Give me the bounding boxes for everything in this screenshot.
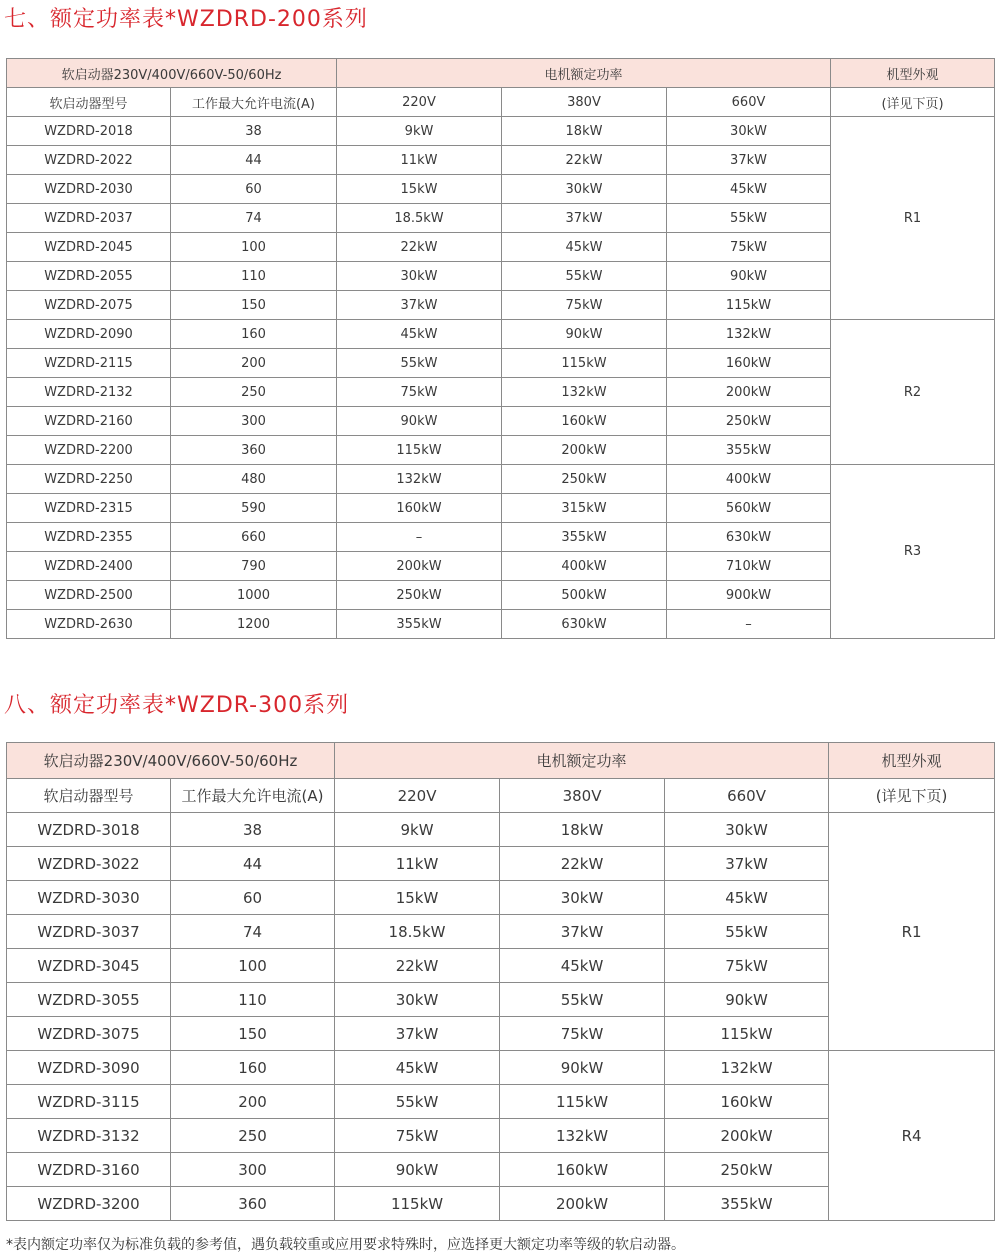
table-row: [7, 1051, 995, 1085]
max-current-cell: 150: [171, 291, 337, 320]
model-cell: WZDRD-3090: [7, 1051, 171, 1085]
max-current-cell: 160: [171, 320, 337, 349]
power-220v-cell: 90kW: [337, 407, 502, 436]
power-660v-cell: 75kW: [667, 233, 831, 262]
max-current-cell: 590: [171, 494, 337, 523]
header-max-current: 工作最大允许电流(A): [171, 779, 335, 813]
max-current-cell: 660: [171, 523, 337, 552]
model-cell: WZDRD-3055: [7, 983, 171, 1017]
model-cell: WZDRD-2018: [7, 117, 171, 146]
max-current-cell: 1200: [171, 610, 337, 639]
power-380v-cell: 30kW: [502, 175, 667, 204]
power-220v-cell: 22kW: [337, 233, 502, 262]
header-appearance-note: (详见下页): [829, 779, 995, 813]
max-current-cell: 160: [171, 1051, 335, 1085]
power-220v-cell: 15kW: [337, 175, 502, 204]
max-current-cell: 74: [171, 915, 335, 949]
model-cell: WZDRD-3022: [7, 847, 171, 881]
header-appearance: 机型外观: [831, 59, 995, 88]
header-220v: 220V: [337, 88, 502, 117]
model-cell: WZDRD-2160: [7, 407, 171, 436]
header-220v: 220V: [335, 779, 500, 813]
max-current-cell: 1000: [171, 581, 337, 610]
max-current-cell: 250: [171, 1119, 335, 1153]
max-current-cell: 44: [171, 847, 335, 881]
power-380v-cell: 22kW: [500, 847, 665, 881]
appearance-group-cell: R3: [831, 465, 995, 639]
header-660v: 660V: [665, 779, 829, 813]
power-380v-cell: 45kW: [502, 233, 667, 262]
power-380v-cell: 200kW: [502, 436, 667, 465]
power-660v-cell: 115kW: [665, 1017, 829, 1051]
power-220v-cell: 200kW: [337, 552, 502, 581]
power-380v-cell: 22kW: [502, 146, 667, 175]
model-cell: WZDRD-3075: [7, 1017, 171, 1051]
model-cell: WZDRD-3200: [7, 1187, 171, 1221]
power-220v-cell: 22kW: [335, 949, 500, 983]
power-660v-cell: 355kW: [667, 436, 831, 465]
power-220v-cell: 55kW: [337, 349, 502, 378]
table-row: [7, 117, 995, 146]
header-660v: 660V: [667, 88, 831, 117]
table-header-row-1: [7, 743, 995, 779]
power-660v-cell: 200kW: [667, 378, 831, 407]
power-380v-cell: 37kW: [502, 204, 667, 233]
power-660v-cell: 90kW: [667, 262, 831, 291]
max-current-cell: 44: [171, 146, 337, 175]
power-380v-cell: 115kW: [502, 349, 667, 378]
model-cell: WZDRD-2250: [7, 465, 171, 494]
power-660v-cell: 55kW: [665, 915, 829, 949]
power-660v-cell: 132kW: [665, 1051, 829, 1085]
power-380v-cell: 132kW: [500, 1119, 665, 1153]
power-220v-cell: 160kW: [337, 494, 502, 523]
section-title-300-series: 八、额定功率表*WZDR-300系列: [4, 693, 350, 718]
max-current-cell: 250: [171, 378, 337, 407]
model-cell: WZDRD-2400: [7, 552, 171, 581]
max-current-cell: 38: [171, 813, 335, 847]
table-row: [7, 813, 995, 847]
model-cell: WZDRD-2045: [7, 233, 171, 262]
power-220v-cell: 30kW: [337, 262, 502, 291]
header-voltage-spec: 软启动器230V/400V/660V-50/60Hz: [7, 59, 337, 88]
max-current-cell: 100: [171, 949, 335, 983]
model-cell: WZDRD-3115: [7, 1085, 171, 1119]
power-660v-cell: 355kW: [665, 1187, 829, 1221]
table-row: [7, 320, 995, 349]
power-380v-cell: 55kW: [502, 262, 667, 291]
rated-power-table-300-series: [6, 742, 995, 1221]
max-current-cell: 300: [171, 407, 337, 436]
model-cell: WZDRD-3018: [7, 813, 171, 847]
model-cell: WZDRD-2132: [7, 378, 171, 407]
model-cell: WZDRD-2630: [7, 610, 171, 639]
model-cell: WZDRD-2200: [7, 436, 171, 465]
power-380v-cell: 90kW: [500, 1051, 665, 1085]
table-header-row-2: [7, 88, 995, 117]
power-380v-cell: 30kW: [500, 881, 665, 915]
power-380v-cell: 75kW: [500, 1017, 665, 1051]
model-cell: WZDRD-3030: [7, 881, 171, 915]
max-current-cell: 110: [171, 983, 335, 1017]
max-current-cell: 200: [171, 349, 337, 378]
power-380v-cell: 400kW: [502, 552, 667, 581]
power-660v-cell: 75kW: [665, 949, 829, 983]
power-660v-cell: 630kW: [667, 523, 831, 552]
power-380v-cell: 37kW: [500, 915, 665, 949]
power-380v-cell: 18kW: [502, 117, 667, 146]
model-cell: WZDRD-2115: [7, 349, 171, 378]
model-cell: WZDRD-2355: [7, 523, 171, 552]
power-660v-cell: 560kW: [667, 494, 831, 523]
power-220v-cell: 11kW: [335, 847, 500, 881]
power-220v-cell: 115kW: [337, 436, 502, 465]
power-220v-cell: 30kW: [335, 983, 500, 1017]
footnote: *表内额定功率仅为标准负载的参考值，遇负载较重或应用要求特殊时，应选择更大额定功率等级的软启动器。: [6, 1237, 685, 1253]
power-660v-cell: 115kW: [667, 291, 831, 320]
max-current-cell: 60: [171, 881, 335, 915]
header-380v: 380V: [502, 88, 667, 117]
power-660v-cell: 710kW: [667, 552, 831, 581]
power-220v-cell: 9kW: [337, 117, 502, 146]
model-cell: WZDRD-2037: [7, 204, 171, 233]
power-660v-cell: 90kW: [665, 983, 829, 1017]
power-660v-cell: 45kW: [667, 175, 831, 204]
power-220v-cell: 250kW: [337, 581, 502, 610]
power-220v-cell: 11kW: [337, 146, 502, 175]
rated-power-table-200-series: [6, 58, 995, 639]
header-appearance: 机型外观: [829, 743, 995, 779]
power-380v-cell: 160kW: [502, 407, 667, 436]
power-220v-cell: 37kW: [335, 1017, 500, 1051]
power-220v-cell: 75kW: [335, 1119, 500, 1153]
power-660v-cell: 200kW: [665, 1119, 829, 1153]
model-cell: WZDRD-3160: [7, 1153, 171, 1187]
table-body-200-series: [7, 117, 995, 639]
power-660v-cell: 250kW: [665, 1153, 829, 1187]
model-cell: WZDRD-2075: [7, 291, 171, 320]
model-cell: WZDRD-2030: [7, 175, 171, 204]
power-660v-cell: 400kW: [667, 465, 831, 494]
power-660v-cell: 30kW: [667, 117, 831, 146]
power-220v-cell: 132kW: [337, 465, 502, 494]
table-header-row-1: [7, 59, 995, 88]
max-current-cell: 480: [171, 465, 337, 494]
table-header-row-2: [7, 779, 995, 813]
table-row: [7, 465, 995, 494]
power-660v-cell: 37kW: [667, 146, 831, 175]
section-title-200-series: 七、额定功率表*WZDRD-200系列: [4, 7, 368, 32]
power-220v-cell: 45kW: [337, 320, 502, 349]
power-220v-cell: 15kW: [335, 881, 500, 915]
max-current-cell: 790: [171, 552, 337, 581]
power-380v-cell: 500kW: [502, 581, 667, 610]
header-motor-power: 电机额定功率: [335, 743, 829, 779]
power-660v-cell: 30kW: [665, 813, 829, 847]
power-380v-cell: 355kW: [502, 523, 667, 552]
model-cell: WZDRD-3037: [7, 915, 171, 949]
table-body-300-series: [7, 813, 995, 1221]
power-220v-cell: 45kW: [335, 1051, 500, 1085]
appearance-group-cell: R1: [829, 813, 995, 1051]
model-cell: WZDRD-2090: [7, 320, 171, 349]
power-220v-cell: 90kW: [335, 1153, 500, 1187]
power-660v-cell: 900kW: [667, 581, 831, 610]
power-220v-cell: 75kW: [337, 378, 502, 407]
max-current-cell: 150: [171, 1017, 335, 1051]
power-660v-cell: –: [667, 610, 831, 639]
power-380v-cell: 132kW: [502, 378, 667, 407]
power-380v-cell: 45kW: [500, 949, 665, 983]
power-220v-cell: 37kW: [337, 291, 502, 320]
max-current-cell: 200: [171, 1085, 335, 1119]
power-380v-cell: 75kW: [502, 291, 667, 320]
model-cell: WZDRD-2055: [7, 262, 171, 291]
max-current-cell: 360: [171, 1187, 335, 1221]
max-current-cell: 38: [171, 117, 337, 146]
appearance-group-cell: R4: [829, 1051, 995, 1221]
header-model: 软启动器型号: [7, 779, 171, 813]
power-380v-cell: 315kW: [502, 494, 667, 523]
power-220v-cell: 355kW: [337, 610, 502, 639]
max-current-cell: 100: [171, 233, 337, 262]
max-current-cell: 110: [171, 262, 337, 291]
power-380v-cell: 160kW: [500, 1153, 665, 1187]
model-cell: WZDRD-2315: [7, 494, 171, 523]
model-cell: WZDRD-2022: [7, 146, 171, 175]
power-380v-cell: 115kW: [500, 1085, 665, 1119]
header-max-current: 工作最大允许电流(A): [171, 88, 337, 117]
power-220v-cell: 9kW: [335, 813, 500, 847]
power-660v-cell: 160kW: [665, 1085, 829, 1119]
max-current-cell: 74: [171, 204, 337, 233]
power-220v-cell: 115kW: [335, 1187, 500, 1221]
power-660v-cell: 45kW: [665, 881, 829, 915]
model-cell: WZDRD-2500: [7, 581, 171, 610]
model-cell: WZDRD-3132: [7, 1119, 171, 1153]
power-380v-cell: 90kW: [502, 320, 667, 349]
power-380v-cell: 250kW: [502, 465, 667, 494]
power-660v-cell: 160kW: [667, 349, 831, 378]
power-220v-cell: 18.5kW: [337, 204, 502, 233]
model-cell: WZDRD-3045: [7, 949, 171, 983]
header-motor-power: 电机额定功率: [337, 59, 831, 88]
header-voltage-spec: 软启动器230V/400V/660V-50/60Hz: [7, 743, 335, 779]
power-380v-cell: 200kW: [500, 1187, 665, 1221]
header-380v: 380V: [500, 779, 665, 813]
power-660v-cell: 55kW: [667, 204, 831, 233]
max-current-cell: 60: [171, 175, 337, 204]
power-660v-cell: 250kW: [667, 407, 831, 436]
power-380v-cell: 630kW: [502, 610, 667, 639]
power-220v-cell: 18.5kW: [335, 915, 500, 949]
power-220v-cell: –: [337, 523, 502, 552]
header-appearance-note: (详见下页): [831, 88, 995, 117]
power-380v-cell: 55kW: [500, 983, 665, 1017]
power-380v-cell: 18kW: [500, 813, 665, 847]
appearance-group-cell: R2: [831, 320, 995, 465]
max-current-cell: 360: [171, 436, 337, 465]
power-220v-cell: 55kW: [335, 1085, 500, 1119]
power-660v-cell: 37kW: [665, 847, 829, 881]
max-current-cell: 300: [171, 1153, 335, 1187]
appearance-group-cell: R1: [831, 117, 995, 320]
power-660v-cell: 132kW: [667, 320, 831, 349]
header-model: 软启动器型号: [7, 88, 171, 117]
